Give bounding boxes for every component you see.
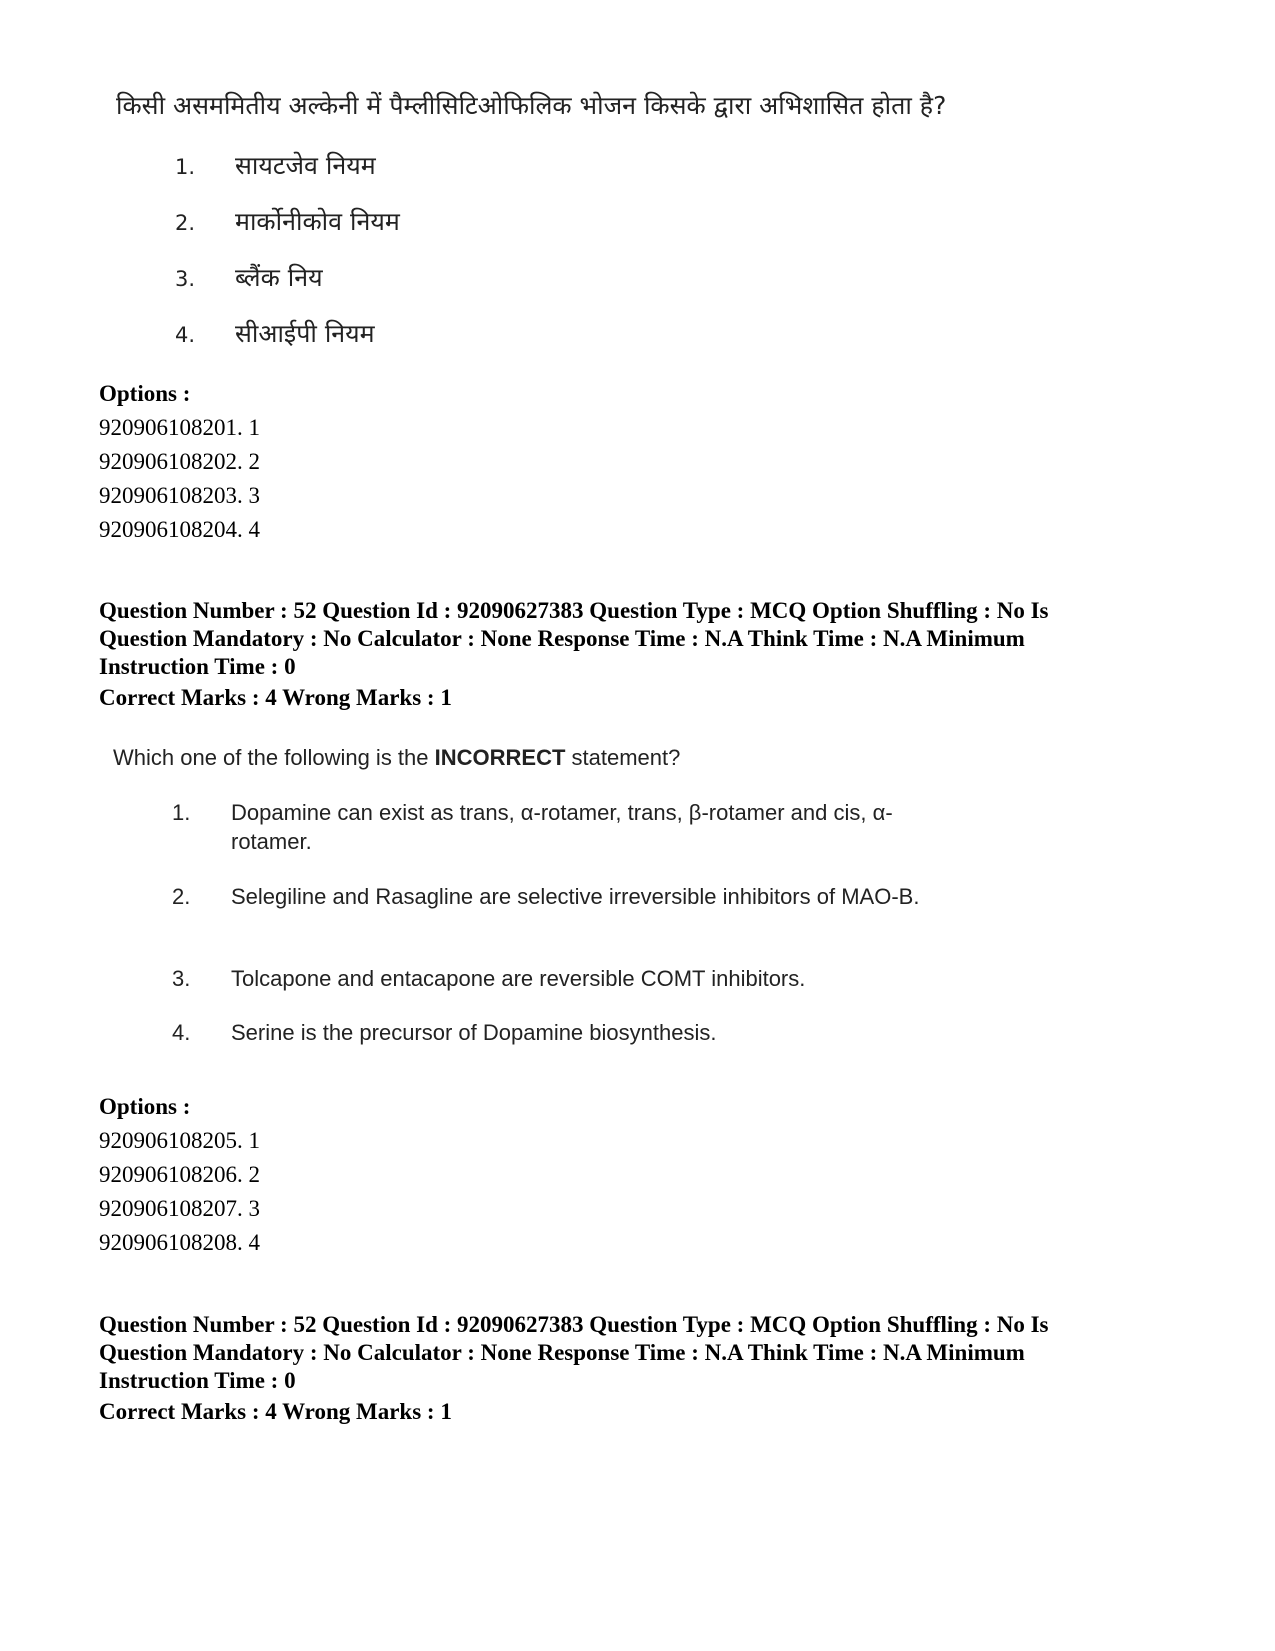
options-heading: Options : <box>99 381 191 406</box>
option-text: सीआईपी नियम <box>235 319 375 348</box>
option-id-line: 920906108203. 3 <box>99 483 260 508</box>
metadata-line: Question Mandatory : No Calculator : None Response Time : N.A Think Time : N.A Minimum <box>99 626 1025 651</box>
option-text: Dopamine can exist as trans, α-rotamer, trans, β-rotamer and cis, α-rotamer. <box>231 800 893 854</box>
option-text: Selegiline and Rasagline are selective irreversible inhibitors of MAO-B. <box>231 884 920 909</box>
english-question-text <box>113 745 680 771</box>
hindi-option-2 <box>175 204 400 238</box>
option-number: 2. <box>172 884 191 909</box>
option-number: 3. <box>172 966 191 991</box>
options-heading: Options : <box>99 1094 191 1119</box>
question-suffix: statement? <box>565 745 681 770</box>
option-id-line: 920906108205. 1 <box>99 1128 260 1153</box>
question-emphasis: INCORRECT <box>434 745 566 770</box>
option-text: Serine is the precursor of Dopamine biosynthesis. <box>231 1020 717 1045</box>
option-id-line: 920906108206. 2 <box>99 1162 260 1187</box>
hindi-option-4 <box>175 316 375 350</box>
option-number: 4. <box>175 323 196 347</box>
metadata-line: Question Number : 52 Question Id : 92090627383 Question Type : MCQ Option Shuffling : No Is <box>99 598 1049 623</box>
option-number: 2. <box>175 211 196 235</box>
option-number: 1. <box>175 155 196 179</box>
option-id-line: 920906108204. 4 <box>99 517 260 542</box>
option-text: सायटजेव नियम <box>235 151 376 180</box>
option-id-line: 920906108201. 1 <box>99 415 260 440</box>
question-metadata <box>99 597 1179 681</box>
question-metadata <box>99 1311 1179 1395</box>
hindi-question-text: किसी असममितीय अल्केनी में पैम्लीसिटिओफिलिक भोजन किसके द्वारा अभिशासित होता है? <box>116 91 947 120</box>
option-text: मार्कोनीकोव नियम <box>235 207 400 236</box>
option-id-line: 920906108202. 2 <box>99 449 260 474</box>
option-text: ब्लैंक निय <box>235 263 323 292</box>
hindi-option-3 <box>175 260 323 294</box>
option-id-line: 920906108208. 4 <box>99 1230 260 1255</box>
english-option-4 <box>172 1018 952 1047</box>
english-option-1 <box>172 798 952 856</box>
metadata-line: Instruction Time : 0 <box>99 654 296 679</box>
marks-line: Correct Marks : 4 Wrong Marks : 1 <box>99 1399 452 1424</box>
option-text: Tolcapone and entacapone are reversible COMT inhibitors. <box>231 966 806 991</box>
metadata-line: Question Number : 52 Question Id : 92090627383 Question Type : MCQ Option Shuffling : No Is <box>99 1312 1049 1337</box>
metadata-line: Instruction Time : 0 <box>99 1368 296 1393</box>
english-option-3 <box>172 964 952 993</box>
option-number: 1. <box>172 800 191 825</box>
option-number: 4. <box>172 1020 191 1045</box>
option-id-line: 920906108207. 3 <box>99 1196 260 1221</box>
marks-line: Correct Marks : 4 Wrong Marks : 1 <box>99 685 452 710</box>
hindi-option-1 <box>175 148 376 182</box>
metadata-line: Question Mandatory : No Calculator : None Response Time : N.A Think Time : N.A Minimum <box>99 1340 1025 1365</box>
english-option-2 <box>172 882 952 911</box>
option-number: 3. <box>175 267 196 291</box>
question-prefix: Which one of the following is the <box>113 745 435 770</box>
